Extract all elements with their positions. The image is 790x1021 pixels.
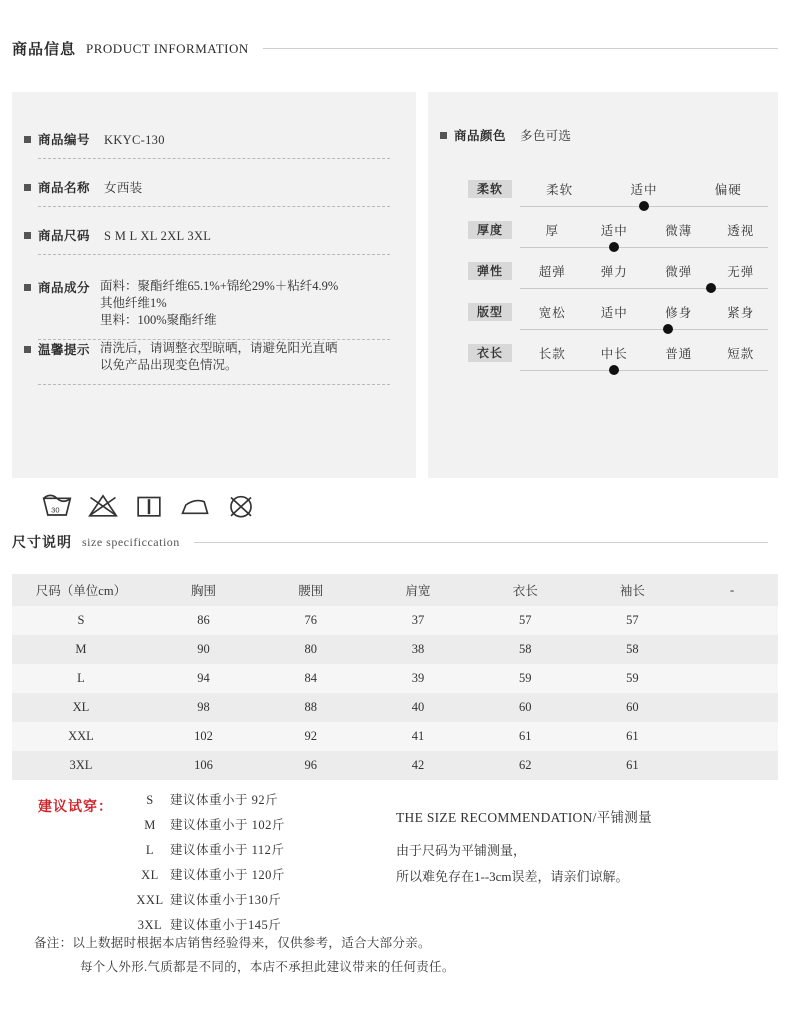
size-spec-heading — [0, 532, 780, 552]
rec-text: 建议体重小于 120斤 — [170, 868, 285, 882]
cell-sleeve: 61 — [626, 758, 639, 772]
info-row-composition — [12, 262, 416, 340]
bullet-icon — [24, 184, 31, 191]
rating-option[interactable]: 透视 — [727, 224, 755, 238]
row-divider — [38, 206, 390, 207]
cell-length: 58 — [518, 642, 532, 656]
no-dryclean-icon — [224, 490, 258, 520]
wash-30-icon — [40, 490, 74, 520]
row-divider — [38, 254, 390, 255]
cell-length: 57 — [518, 613, 532, 627]
bullet-icon — [24, 346, 31, 353]
tips-line-2: 以免产品出现变色情况。 — [100, 358, 238, 372]
table-row — [12, 693, 778, 722]
rating-option[interactable]: 微弹 — [665, 265, 693, 279]
bullet-icon — [24, 136, 31, 143]
product-info-panel — [12, 92, 416, 515]
rating-marker — [663, 324, 673, 334]
size-table — [12, 574, 778, 780]
rating-option[interactable]: 适中 — [630, 183, 658, 197]
tips-line-1: 清洗后，请调整衣型晾晒，请避免阳光直晒 — [100, 341, 338, 355]
rating-option[interactable]: 柔软 — [546, 183, 574, 197]
column-header: 肩宽 — [364, 574, 471, 606]
bullet-icon — [24, 284, 31, 291]
rating-key: 柔软 — [468, 180, 512, 198]
rating-option[interactable]: 适中 — [600, 224, 628, 238]
rating-row-length — [442, 344, 764, 384]
cell-waist: 92 — [304, 729, 317, 743]
column-header: 袖长 — [579, 574, 686, 606]
recommendation-note — [34, 931, 594, 979]
rating-option[interactable]: 长款 — [538, 347, 566, 361]
rec-size: L — [145, 843, 155, 857]
info-label: 商品编号 — [38, 133, 91, 147]
rec-text: 建议体重小于130斤 — [170, 893, 282, 907]
size-spec-heading-cn: 尺寸说明 — [12, 536, 72, 551]
cell-length: 61 — [518, 729, 532, 743]
rating-option[interactable]: 弹力 — [600, 265, 628, 279]
rating-options — [520, 262, 768, 280]
rating-option[interactable]: 超弹 — [538, 265, 566, 279]
cell-extra — [686, 635, 778, 664]
rating-options — [520, 221, 768, 239]
cell-bust: 90 — [197, 642, 210, 656]
color-label: 商品颜色 — [454, 129, 507, 143]
cell-bust: 86 — [197, 613, 210, 627]
rating-option[interactable]: 微薄 — [665, 224, 693, 238]
rating-option[interactable]: 紧身 — [727, 306, 755, 320]
rating-row-softness — [442, 180, 764, 220]
cell-waist: 80 — [304, 642, 317, 656]
info-value: S M L XL 2XL 3XL — [104, 229, 212, 243]
cell-sleeve: 58 — [626, 642, 639, 656]
column-header: - — [686, 574, 778, 606]
rating-row-elasticity — [442, 262, 764, 302]
composition-line-1: 面料：聚酯纤维65.1%+锦纶29%＋粘纤4.9% — [100, 279, 339, 293]
tumble-dry-icon — [132, 490, 166, 520]
color-value: 多色可选 — [520, 129, 572, 143]
row-divider — [38, 158, 390, 159]
cell-sleeve: 60 — [626, 700, 639, 714]
rating-option[interactable]: 普通 — [665, 347, 693, 361]
list-item — [130, 838, 410, 863]
cell-waist: 84 — [304, 671, 317, 685]
cell-size: 3XL — [69, 758, 93, 772]
info-row-tips — [12, 340, 416, 385]
rec-text: 建议体重小于 102斤 — [170, 818, 285, 832]
size-rec-cn-line2: 所以难免存在1--3cm误差，请亲们谅解。 — [396, 869, 629, 884]
bullet-icon — [440, 132, 447, 139]
recommendation-title: 建议试穿： — [38, 800, 113, 815]
table-row — [12, 722, 778, 751]
info-label: 商品成分 — [38, 281, 91, 295]
cell-bust: 98 — [197, 700, 210, 714]
info-row-sizes — [12, 226, 416, 255]
cell-waist: 88 — [304, 700, 317, 714]
iron-icon — [178, 490, 212, 520]
heading-divider — [194, 542, 768, 543]
svg-text:30: 30 — [51, 505, 60, 515]
size-spec-heading-en: size specificcation — [82, 534, 180, 549]
list-item — [130, 788, 410, 813]
rec-size: S — [146, 793, 154, 807]
cell-extra — [686, 722, 778, 751]
cell-length: 59 — [518, 671, 532, 685]
cell-sleeve: 57 — [626, 613, 639, 627]
composition-lines — [100, 278, 338, 329]
composition-line-2: 其他纤维1% — [100, 296, 167, 310]
size-recommendation-en: THE SIZE RECOMMENDATION/平铺测量 — [396, 810, 652, 825]
tips-lines — [100, 340, 338, 374]
cell-shoulder: 38 — [411, 642, 425, 656]
list-item — [130, 888, 410, 913]
rec-text: 建议体重小于 112斤 — [170, 843, 285, 857]
info-value: KKYC-130 — [104, 133, 165, 147]
cell-extra — [686, 751, 778, 780]
info-label: 温馨提示 — [38, 343, 91, 357]
table-row — [12, 606, 778, 635]
info-value: 女西装 — [104, 181, 143, 195]
note-line-1: 备注：以上数据时根据本店销售经验得来，仅供参考，适合大部分亲。 — [34, 936, 431, 950]
rating-track — [520, 329, 768, 330]
rating-options — [520, 303, 768, 321]
rating-option[interactable]: 偏硬 — [714, 183, 742, 197]
rec-size: M — [144, 818, 156, 832]
cell-sleeve: 59 — [626, 671, 639, 685]
cell-shoulder: 37 — [411, 613, 425, 627]
rating-key: 版型 — [468, 303, 512, 321]
product-attributes-panel — [428, 92, 778, 478]
heading-divider — [263, 48, 778, 49]
info-row-name — [12, 178, 416, 207]
cell-bust: 106 — [194, 758, 213, 772]
cell-waist: 96 — [304, 758, 317, 772]
rec-size: XXL — [136, 893, 164, 907]
rating-key: 衣长 — [468, 344, 512, 362]
cell-size: M — [75, 642, 87, 656]
rating-options — [520, 180, 768, 198]
rating-key: 厚度 — [468, 221, 512, 239]
cell-sleeve: 61 — [626, 729, 639, 743]
color-row — [428, 92, 778, 145]
rec-size: 3XL — [137, 918, 163, 932]
rating-option[interactable]: 修身 — [665, 306, 693, 320]
list-item — [130, 863, 410, 888]
product-info-heading-en: PRODUCT INFORMATION — [86, 40, 249, 56]
cell-length: 60 — [518, 700, 532, 714]
rating-marker — [706, 283, 716, 293]
rating-option[interactable]: 厚 — [545, 224, 559, 238]
rec-size: XL — [141, 868, 159, 882]
table-row — [12, 664, 778, 693]
rating-track — [520, 247, 768, 248]
cell-size: XXL — [68, 729, 94, 743]
recommendation-list — [130, 788, 410, 938]
row-divider — [38, 384, 390, 385]
cell-extra — [686, 693, 778, 722]
cell-extra — [686, 606, 778, 635]
info-label: 商品尺码 — [38, 229, 91, 243]
column-header: 胸围 — [150, 574, 257, 606]
rating-option[interactable]: 无弹 — [727, 265, 755, 279]
rating-row-thickness — [442, 221, 764, 261]
column-header: 尺码（单位cm） — [12, 574, 150, 606]
cell-shoulder: 41 — [411, 729, 425, 743]
note-line-2: 每个人外形.气质都是不同的，本店不承担此建议带来的任何责任。 — [80, 960, 455, 974]
info-row-code — [12, 130, 416, 159]
rating-marker — [609, 365, 619, 375]
rating-options — [520, 344, 768, 362]
product-info-heading — [0, 38, 790, 59]
table-header-row — [12, 574, 778, 606]
rating-option[interactable]: 适中 — [600, 306, 628, 320]
cell-size: XL — [72, 700, 90, 714]
cell-length: 62 — [518, 758, 532, 772]
rec-text: 建议体重小于145斤 — [170, 918, 282, 932]
rating-key: 弹性 — [468, 262, 512, 280]
cell-size: L — [77, 671, 85, 685]
column-header: 衣长 — [472, 574, 579, 606]
care-symbols-group — [40, 490, 258, 520]
size-recommendation-cn — [396, 838, 629, 890]
size-rec-cn-line1: 由于尺码为平铺测量， — [396, 843, 527, 858]
cell-size: S — [77, 613, 85, 627]
rating-track — [520, 288, 768, 289]
table-row — [12, 635, 778, 664]
cell-bust: 94 — [197, 671, 210, 685]
cell-shoulder: 42 — [411, 758, 425, 772]
cell-extra — [686, 664, 778, 693]
rating-marker — [639, 201, 649, 211]
composition-line-3: 里料：100%聚酯纤维 — [100, 313, 217, 327]
table-row — [12, 751, 778, 780]
cell-bust: 102 — [194, 729, 213, 743]
cell-shoulder: 40 — [411, 700, 425, 714]
rating-track — [520, 370, 768, 371]
rating-marker — [609, 242, 619, 252]
cell-waist: 76 — [304, 613, 317, 627]
product-info-heading-cn: 商品信息 — [12, 42, 77, 58]
rating-option[interactable]: 中长 — [600, 347, 628, 361]
bullet-icon — [24, 232, 31, 239]
list-item — [130, 813, 410, 838]
no-bleach-icon — [86, 490, 120, 520]
rating-option[interactable]: 宽松 — [538, 306, 566, 320]
rec-text: 建议体重小于 92斤 — [170, 793, 279, 807]
column-header: 腰围 — [257, 574, 364, 606]
rating-option[interactable]: 短款 — [727, 347, 755, 361]
info-label: 商品名称 — [38, 181, 91, 195]
rating-row-fit — [442, 303, 764, 343]
cell-shoulder: 39 — [411, 671, 425, 685]
